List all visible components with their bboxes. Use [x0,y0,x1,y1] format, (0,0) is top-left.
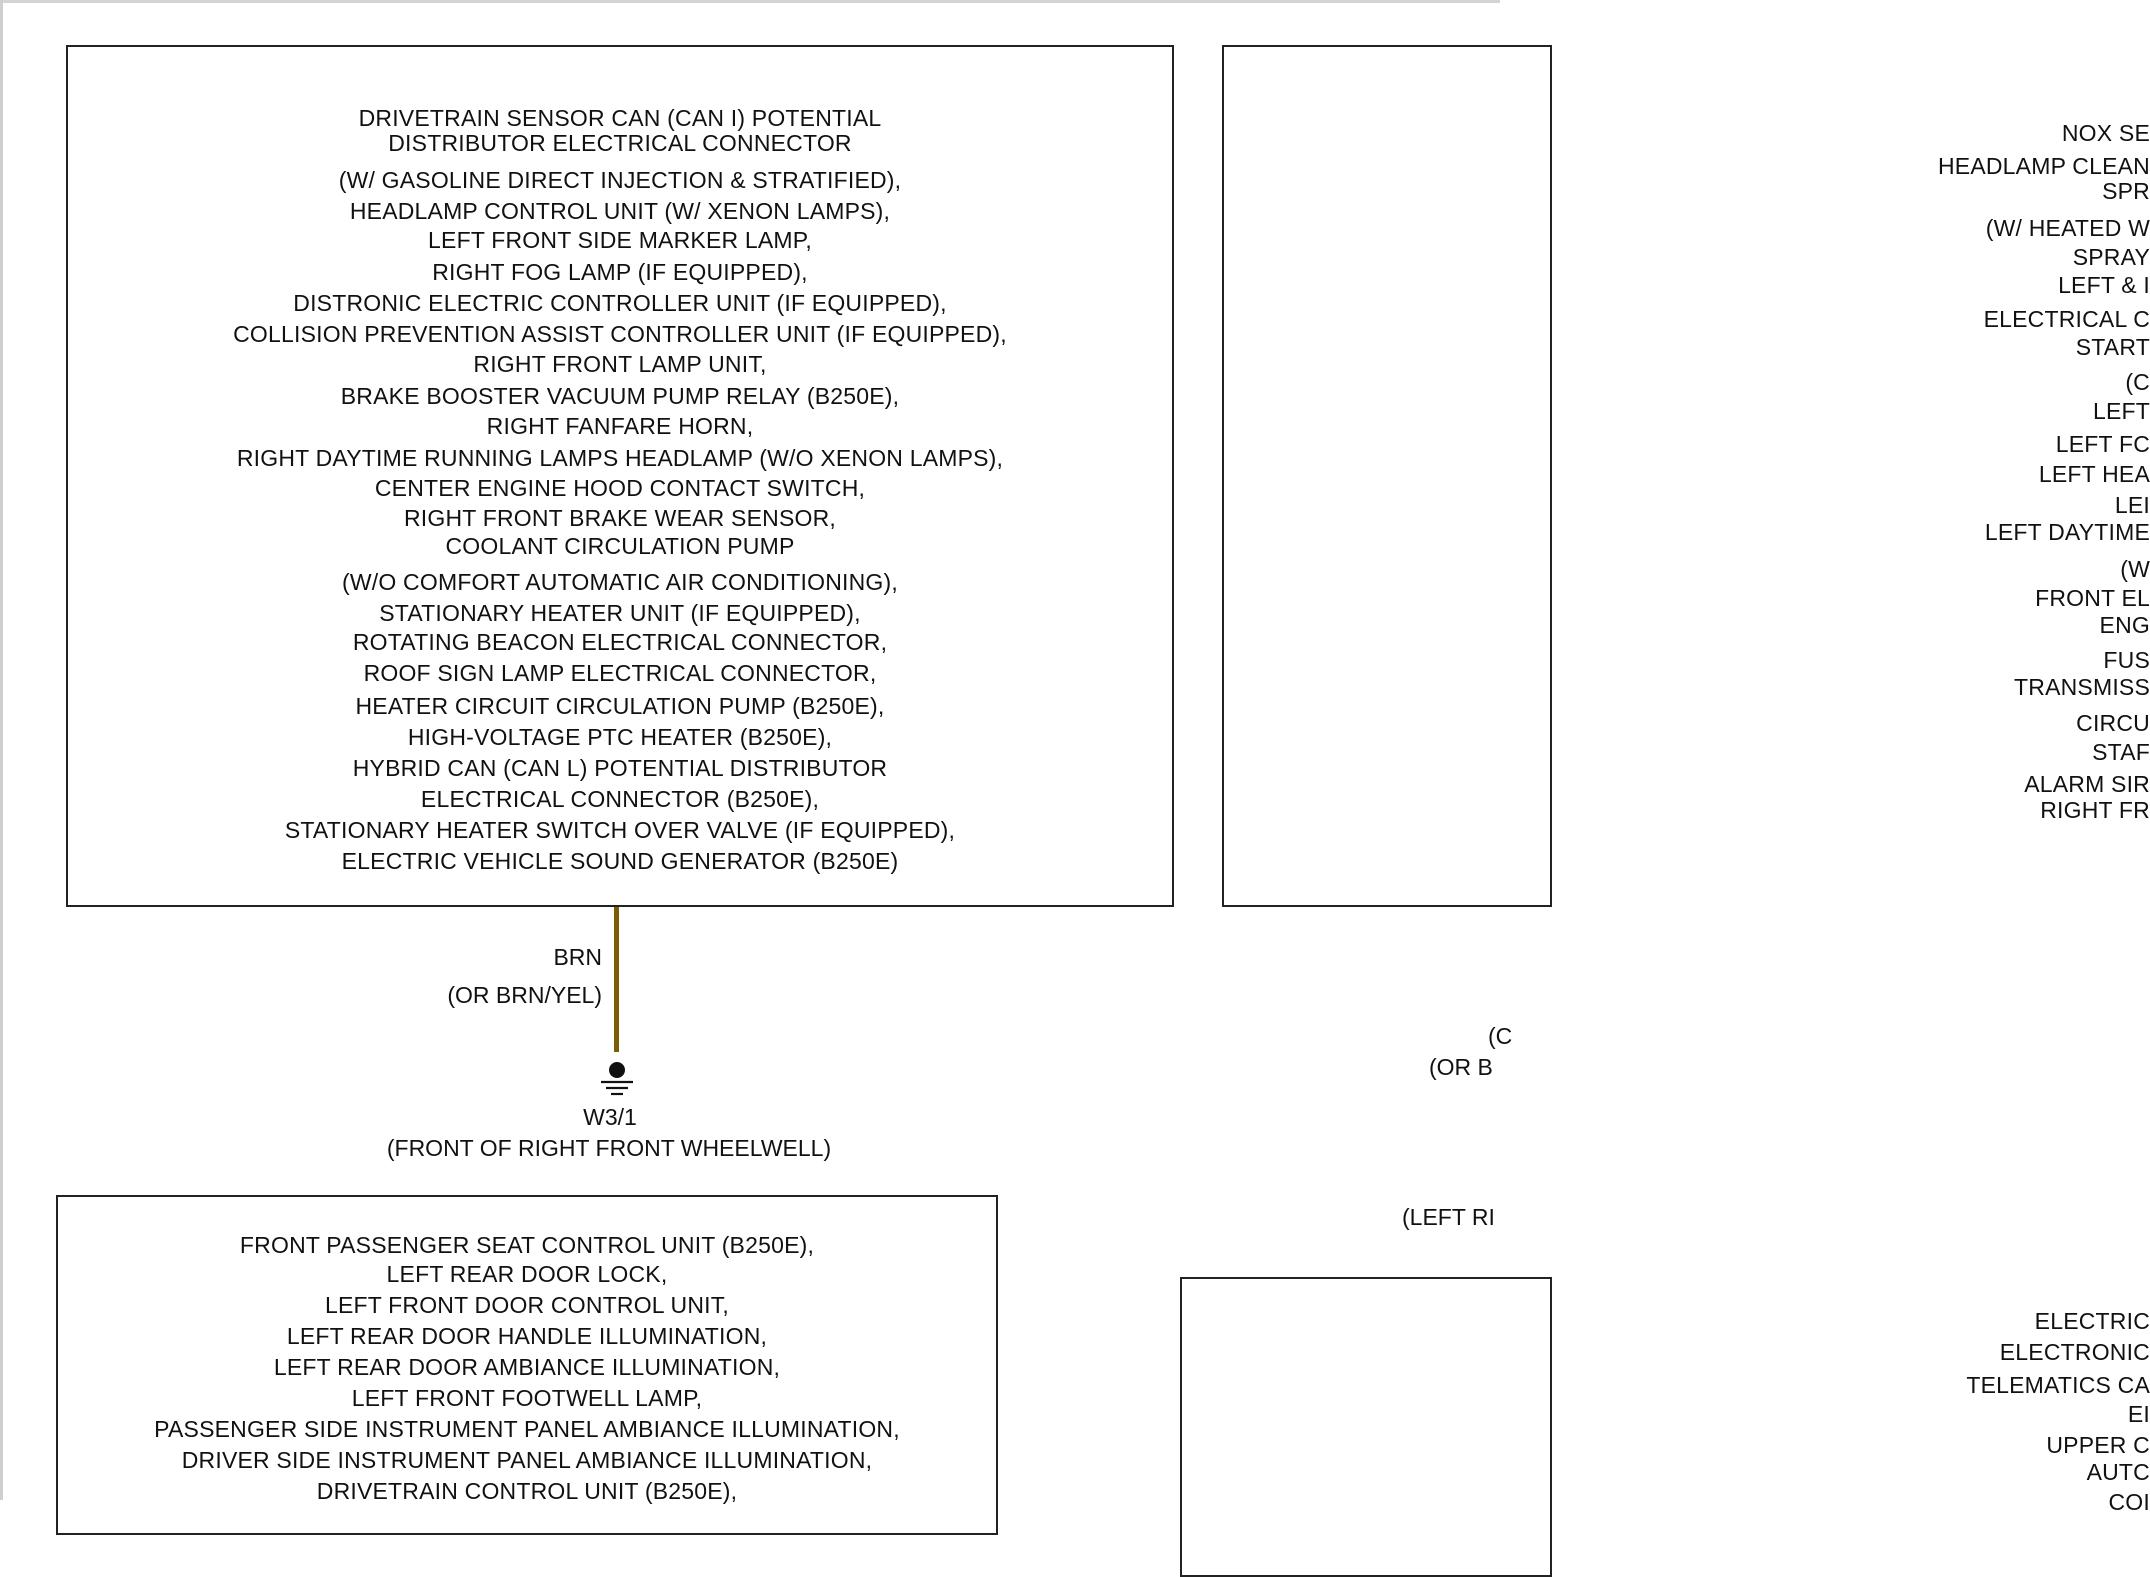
component-line: (W/ HEATED W [1985,215,2150,241]
component-line: BRAKE BOOSTER VACUUM PUMP RELAY (B250E), [340,383,900,409]
component-line: LEFT FC [2055,431,2150,457]
component-line: ELECTRIC VEHICLE SOUND GENERATOR (B250E) [341,848,899,874]
component-line: HEADLAMP CLEAN [1937,153,2150,179]
right-wire-label: (C [1488,1023,1513,1049]
component-line: (C [2125,369,2150,395]
component-line: COOLANT CIRCULATION PUMP [445,533,795,559]
component-line: LEFT & I [2058,272,2150,298]
component-line: LEFT FRONT FOOTWELL LAMP, [351,1385,703,1411]
component-line: DRIVER SIDE INSTRUMENT PANEL AMBIANCE ILLUMINATION, [181,1447,873,1473]
component-line: FRONT EL [2035,585,2150,611]
component-line: ROTATING BEACON ELECTRICAL CONNECTOR, [352,629,888,655]
component-line: ELECTRIC [2034,1308,2150,1334]
component-line: ELECTRICAL C [1983,306,2150,332]
component-line: (W [2120,556,2150,582]
component-line: LEFT FRONT DOOR CONTROL UNIT, [324,1292,730,1318]
component-line: TELEMATICS CA [1966,1372,2150,1398]
component-line: RIGHT DAYTIME RUNNING LAMPS HEADLAMP (W/O XENON LAMPS), [236,445,1004,471]
component-line: LEFT REAR DOOR AMBIANCE ILLUMINATION, [273,1354,781,1380]
component-line: RIGHT FRONT BRAKE WEAR SENSOR, [404,505,836,531]
component-line: STAF [2092,739,2150,765]
component-line: CIRCU [2076,710,2150,736]
component-line: SPR [2102,178,2150,204]
component-line: (W/ GASOLINE DIRECT INJECTION & STRATIFIED), [338,167,902,193]
component-box-right [1222,45,2150,907]
component-line: LEFT [2092,398,2150,424]
component-line: RIGHT FR [2040,797,2150,823]
component-line: ELECTRONIC [1999,1339,2150,1365]
component-line: UPPER C [2046,1432,2150,1458]
component-line: HEATER CIRCUIT CIRCULATION PUMP (B250E), [355,693,885,719]
component-line: HEADLAMP CONTROL UNIT (W/ XENON LAMPS), [349,198,891,224]
ground-icon [598,1060,636,1096]
component-line: LEI [2114,492,2150,518]
component-line: DRIVETRAIN CONTROL UNIT (B250E), [316,1478,738,1504]
component-line: (W/O COMFORT AUTOMATIC AIR CONDITIONING), [342,569,898,595]
component-line: STATIONARY HEATER UNIT (IF EQUIPPED), [379,600,861,626]
component-line: LEFT FRONT SIDE MARKER LAMP, [428,227,812,253]
component-line: TRANSMISS [2014,674,2150,700]
component-line: HYBRID CAN (CAN L) POTENTIAL DISTRIBUTOR [352,755,888,781]
component-line: STATIONARY HEATER SWITCH OVER VALVE (IF EQUIPPED), [284,817,956,843]
component-line: COLLISION PREVENTION ASSIST CONTROLLER UNIT (IF EQUIPPED), [233,321,1007,347]
component-line: LEFT HEA [2038,461,2150,487]
ground-location: (FRONT OF RIGHT FRONT WHEELWELL) [386,1135,832,1161]
component-line: LEFT DAYTIME [1984,519,2150,545]
right-ground-location: (LEFT RI [1402,1204,1495,1230]
component-line: ALARM SIR [2024,771,2150,797]
page-top-edge [0,0,1500,3]
component-line: RIGHT FRONT LAMP UNIT, [473,351,767,377]
page-left-edge [0,0,3,1500]
wire-color-label: BRN [553,944,602,970]
component-line: ELECTRICAL CONNECTOR (B250E), [420,786,820,812]
component-line: AUTC [2086,1459,2150,1485]
component-line: DISTRONIC ELECTRIC CONTROLLER UNIT (IF EQUIPPED), [293,290,947,316]
component-line: DISTRIBUTOR ELECTRICAL CONNECTOR [388,130,852,156]
component-line: HIGH-VOLTAGE PTC HEATER (B250E), [407,724,833,750]
component-line: ENG [2099,612,2150,638]
component-line: ROOF SIGN LAMP ELECTRICAL CONNECTOR, [363,660,877,686]
component-line: RIGHT FOG LAMP (IF EQUIPPED), [432,259,808,285]
component-line: CENTER ENGINE HOOD CONTACT SWITCH, [374,475,866,501]
component-line: NOX SE [2061,120,2150,146]
component-line: FUS [2103,647,2150,673]
component-line: SPRAY [2072,244,2150,270]
component-line: START [2075,334,2150,360]
component-line: EI [2127,1401,2150,1427]
ground-id: W3/1 [583,1104,637,1130]
component-line: DRIVETRAIN SENSOR CAN (CAN I) POTENTIAL [358,105,882,131]
component-line: PASSENGER SIDE INSTRUMENT PANEL AMBIANCE ILLUMINATION, [154,1416,900,1442]
component-line: FRONT PASSENGER SEAT CONTROL UNIT (B250E), [239,1232,815,1258]
component-box-lower-right [1180,1277,2150,1577]
component-line: LEFT REAR DOOR HANDLE ILLUMINATION, [286,1323,768,1349]
right-wire-alt-label: (OR B [1429,1054,1493,1080]
component-line: RIGHT FANFARE HORN, [486,413,754,439]
ground-wire [614,907,619,1052]
component-line: LEFT REAR DOOR LOCK, [386,1261,668,1287]
wire-alt-color-label: (OR BRN/YEL) [447,982,602,1008]
component-line: COI [2108,1489,2150,1515]
